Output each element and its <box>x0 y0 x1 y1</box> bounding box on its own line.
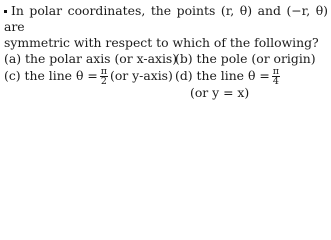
option-d-fraction <box>272 67 280 86</box>
question-line-2 <box>4 35 328 51</box>
question-block <box>4 3 328 101</box>
option-c <box>4 67 173 86</box>
question-line-1 <box>4 3 328 35</box>
option-d <box>175 67 282 86</box>
option-c-fraction <box>100 67 108 86</box>
option-d-fraction-numerator: π <box>272 66 279 77</box>
option-b: (b) the pole (or origin) <box>175 51 316 66</box>
options-row-2 <box>4 67 328 85</box>
question-text-line-2: symmetric with respect to which of the following? <box>4 35 319 50</box>
options-row-3 <box>4 85 328 101</box>
option-d-prefix: (d) the line θ = <box>175 68 270 83</box>
option-d-suffix: (or y = x) <box>190 85 250 100</box>
option-c-suffix: (or y-axis) <box>110 68 173 83</box>
option-a: (a) the polar axis (or x-axis) <box>4 51 178 66</box>
option-c-prefix: (c) the line θ = <box>4 68 98 83</box>
bullet-marker <box>4 10 7 13</box>
options-row-1 <box>4 51 328 67</box>
option-c-fraction-numerator: π <box>100 66 107 77</box>
option-d-fraction-denominator: 4 <box>272 76 279 87</box>
question-text-line-1: In polar coordinates, the points (r, θ) and (−r, θ) are <box>4 3 328 34</box>
option-c-fraction-denominator: 2 <box>100 76 107 87</box>
